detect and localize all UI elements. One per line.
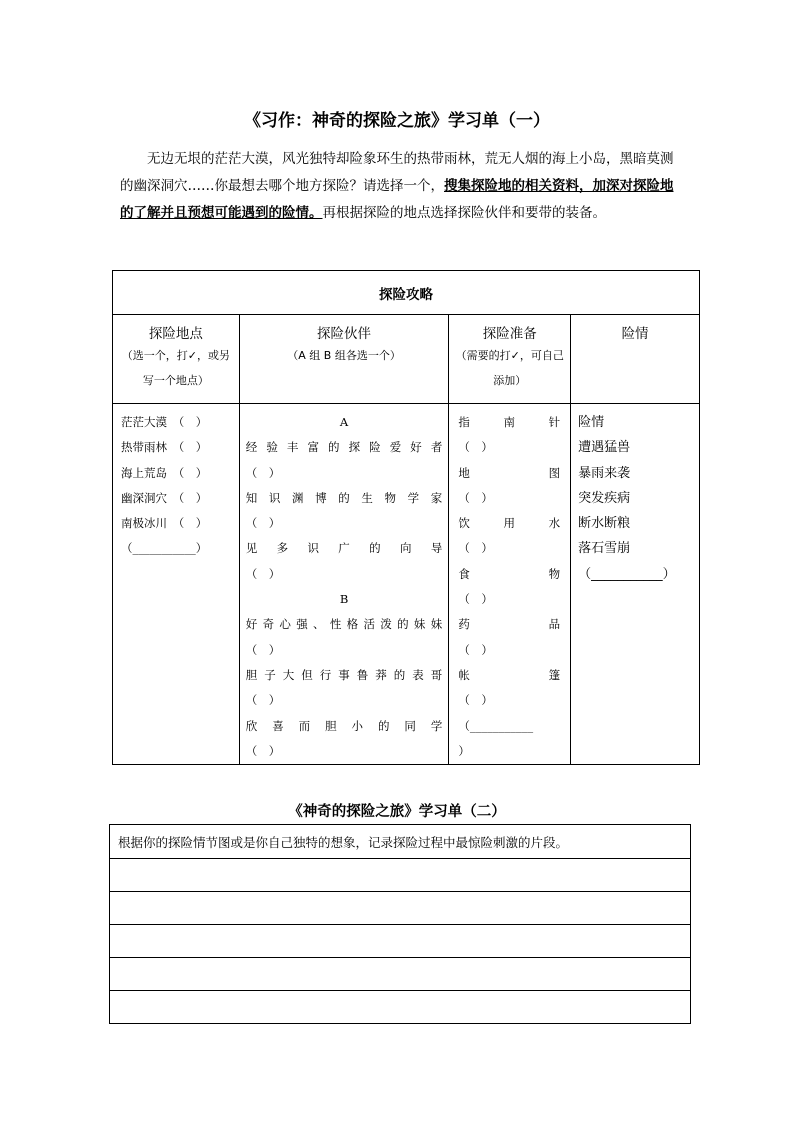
header-location-title: 探险地点 <box>148 326 203 342</box>
preparation-other-close: ） <box>458 743 470 758</box>
option-char: 饮 <box>458 516 470 531</box>
option-char: 图 <box>548 465 561 480</box>
option-char: 性 <box>329 617 342 632</box>
option-char: 指 <box>458 415 470 429</box>
header-partner-title: 探险伙伴 <box>317 326 372 342</box>
header-danger-title: 险情 <box>621 326 649 342</box>
option-char: 针 <box>548 415 561 429</box>
checkbox-mark[interactable]: （ ） <box>245 642 281 657</box>
checkbox-mark[interactable]: （ ） <box>178 415 208 429</box>
preparation-option[interactable] <box>449 562 570 587</box>
option-char: 同 <box>404 718 416 733</box>
option-char: 学 <box>430 718 443 733</box>
header-preparation <box>449 315 571 404</box>
header-location <box>113 315 240 404</box>
location-option[interactable] <box>113 486 239 511</box>
preparation-other-blank[interactable]: （___________ <box>458 718 534 733</box>
option-char: 子 <box>264 667 276 682</box>
group-a-label: A <box>339 415 349 429</box>
checkbox-mark[interactable]: （ ） <box>458 440 493 455</box>
writing-line[interactable] <box>110 892 691 925</box>
option-char: 博 <box>315 490 327 505</box>
danger-item: 暴雨来袭 <box>578 465 631 481</box>
option-char: 南 <box>503 415 515 429</box>
preparation-column <box>449 404 571 765</box>
option-char: 格 <box>346 617 359 632</box>
intro-text-2: 再根据探险的地点选择探险伙伴和要带的装备。 <box>322 205 606 221</box>
option-char: 好 <box>410 440 422 455</box>
option-char: 强 <box>296 617 308 632</box>
group-b-label: B <box>339 592 349 607</box>
checkbox-mark[interactable]: （ ） <box>245 743 281 758</box>
header-preparation-note: （需要的打✓，可自己添加） <box>455 349 564 387</box>
option-char: 富 <box>307 440 319 455</box>
danger-item: 突发疾病 <box>578 490 631 506</box>
option-char: 哥 <box>430 667 443 682</box>
writing-line[interactable] <box>110 859 691 892</box>
option-char: 见 <box>245 541 258 556</box>
header-preparation-title: 探险准备 <box>482 326 537 342</box>
option-char: 识 <box>268 490 281 505</box>
option-char: 行 <box>319 667 332 682</box>
checkbox-mark[interactable]: （ ） <box>178 516 208 531</box>
writing-line[interactable] <box>110 958 691 991</box>
writing-prompt: 根据你的探险情节图或是你自己独特的想象，记录探险过程中最惊险刺激的片段。 <box>110 825 691 859</box>
option-char: 识 <box>307 541 319 556</box>
checkbox-mark[interactable]: （ ） <box>458 490 493 505</box>
option-char: 但 <box>301 667 313 682</box>
checkbox-mark[interactable]: （ ） <box>245 693 281 708</box>
option-char: 验 <box>266 440 278 455</box>
option-char: 导 <box>430 541 443 556</box>
option-char: 喜 <box>272 718 284 733</box>
header-partner <box>239 315 449 404</box>
checkbox-mark[interactable]: （ ） <box>458 541 493 556</box>
location-name: 茫茫大漠 <box>121 415 167 429</box>
option-char: 的 <box>338 490 350 505</box>
writing-table <box>109 824 691 1024</box>
option-char: 物 <box>548 566 561 581</box>
partner-option[interactable] <box>240 486 449 511</box>
checkbox-mark[interactable]: （ ） <box>178 465 208 480</box>
option-char: 大 <box>282 667 295 682</box>
header-danger <box>571 315 700 404</box>
option-char: 经 <box>245 440 258 455</box>
danger-item: 遭遇猛兽 <box>578 440 631 456</box>
preparation-option[interactable] <box>449 511 570 536</box>
checkbox-mark[interactable]: （ ） <box>245 516 281 531</box>
partner-option[interactable] <box>240 435 449 460</box>
partner-option[interactable] <box>240 663 449 688</box>
checkbox-mark[interactable]: （ ） <box>458 642 493 657</box>
option-char: 而 <box>298 718 311 733</box>
option-char: 多 <box>276 541 289 556</box>
danger-item: 落石雪崩 <box>578 541 631 557</box>
option-char: 食 <box>458 566 470 581</box>
option-char: 品 <box>548 617 561 632</box>
option-char: 泼 <box>380 617 392 632</box>
option-char: 心 <box>279 617 291 632</box>
writing-line[interactable] <box>110 991 691 1024</box>
option-char: 奇 <box>262 617 275 632</box>
option-char: 的 <box>393 667 406 682</box>
option-char: 物 <box>384 490 397 505</box>
option-char: 丰 <box>286 440 299 455</box>
intro-emphasis: 搜集探险地的相关资料，加深对探险地的了解并且预想可能遇到的险情。 <box>120 178 674 221</box>
danger-item: 断水断粮 <box>578 516 631 532</box>
danger-header: 险情 <box>578 415 605 430</box>
option-char: 水 <box>548 516 561 531</box>
option-char: 地 <box>458 465 470 480</box>
partner-option[interactable] <box>240 536 449 561</box>
option-char: 药 <box>458 617 470 632</box>
option-char: 的 <box>369 541 381 556</box>
location-column <box>113 404 240 765</box>
option-char: 的 <box>328 440 340 455</box>
danger-other-blank[interactable]: （___________） <box>578 566 676 582</box>
option-char: 帐 <box>458 667 470 682</box>
checkbox-mark[interactable]: （ ） <box>245 465 281 480</box>
option-char: 胆 <box>325 718 337 733</box>
location-name: 热带雨林 <box>121 440 167 455</box>
option-char: 莽 <box>375 667 387 682</box>
location-option[interactable] <box>113 511 239 536</box>
preparation-option[interactable] <box>449 663 570 688</box>
location-name: 幽深洞穴 <box>121 490 167 505</box>
option-char: 探 <box>348 440 361 455</box>
option-char: 生 <box>361 490 373 505</box>
option-char: 险 <box>369 440 381 455</box>
preparation-option[interactable] <box>449 461 570 486</box>
intro-paragraph <box>120 146 676 227</box>
option-char: 者 <box>430 440 443 455</box>
option-char: 向 <box>399 541 412 556</box>
partner-option[interactable] <box>240 714 449 739</box>
option-char: 爱 <box>389 440 402 455</box>
partner-option[interactable] <box>240 612 449 637</box>
option-char: 欣 <box>245 718 258 733</box>
adventure-strategy-table <box>112 270 700 765</box>
option-char: 表 <box>412 667 424 682</box>
location-other-blank[interactable]: （___________） <box>121 541 208 556</box>
option-char: 妹 <box>413 617 426 632</box>
checkbox-mark[interactable]: （ ） <box>245 566 281 581</box>
option-char: 家 <box>430 490 443 505</box>
location-option[interactable] <box>113 461 239 486</box>
option-char: 用 <box>503 516 515 531</box>
option-char: 的 <box>377 718 390 733</box>
option-char: 学 <box>407 490 420 505</box>
option-char: 小 <box>351 718 364 733</box>
option-char: 渊 <box>292 490 304 505</box>
option-char: 好 <box>245 617 258 632</box>
danger-column <box>571 404 700 765</box>
checkbox-mark[interactable]: （ ） <box>178 440 208 455</box>
checkbox-mark[interactable]: （ ） <box>178 490 208 505</box>
option-char: 活 <box>363 617 375 632</box>
option-char: 事 <box>338 667 350 682</box>
writing-line[interactable] <box>110 925 691 958</box>
table-title: 探险攻略 <box>113 271 700 315</box>
intro-text-1: 无边无垠的茫茫大漠，风光独特却险象环生的热带雨林，荒无人烟的海上小岛，黑暗莫测的幽深洞穴……你最想去哪个地方探险？请选择一个， <box>120 151 674 194</box>
header-location-note: （选一个，打✓，或另写一个地点） <box>121 349 230 387</box>
checkbox-mark[interactable]: （ ） <box>458 592 493 607</box>
option-char: 、 <box>313 617 325 632</box>
location-name: 海上荒岛 <box>121 465 167 480</box>
option-char: 胆 <box>245 667 258 682</box>
location-option[interactable] <box>113 410 239 435</box>
option-char: 鲁 <box>356 667 369 682</box>
header-partner-note: （A 组 B 组各选一个） <box>287 349 401 362</box>
preparation-option[interactable] <box>449 410 570 435</box>
partner-column <box>239 404 449 765</box>
option-char: 知 <box>245 490 258 505</box>
worksheet-2-title: 《神奇的探险之旅》学习单（二） <box>288 804 506 820</box>
option-char: 篷 <box>548 667 561 682</box>
option-char: 妹 <box>430 617 443 632</box>
location-name: 南极冰川 <box>121 516 167 531</box>
option-char: 广 <box>338 541 350 556</box>
location-option[interactable] <box>113 435 239 460</box>
checkbox-mark[interactable]: （ ） <box>458 693 493 708</box>
option-char: 的 <box>397 617 409 632</box>
preparation-option[interactable] <box>449 612 570 637</box>
worksheet-1-title: 《习作：神奇的探险之旅》学习单（一） <box>244 111 550 131</box>
